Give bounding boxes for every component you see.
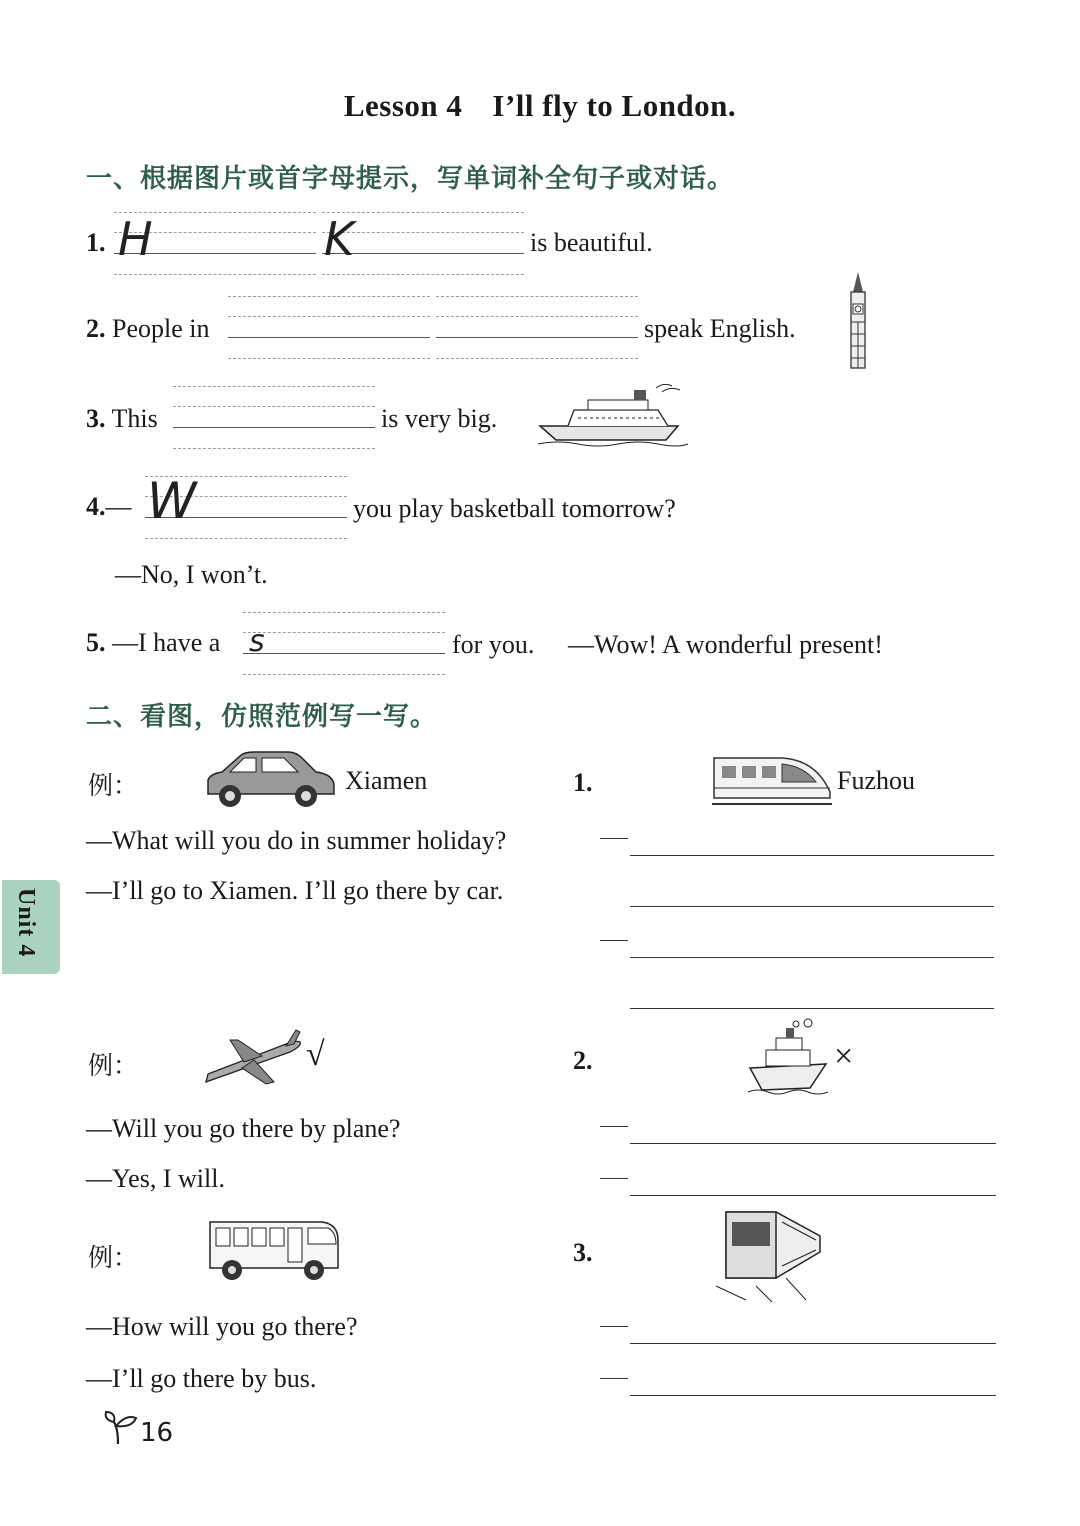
task2-number: 2. [573,1046,593,1075]
task2-ship-icon [748,1020,828,1096]
example1-question: —What will you do in summer holiday? [86,826,507,855]
item5-blank[interactable] [243,612,445,674]
unit-label: Unit 4 [13,888,39,958]
item3-before: This [111,404,158,433]
item2-after: speak English. [644,314,796,343]
item5-reply: —Wow! A wonderful present! [568,630,883,659]
item4-line [86,492,132,522]
item3-line [86,404,158,434]
car-icon [204,750,336,812]
task1-answer-line3[interactable] [630,957,994,958]
item5-before: —I have a [112,628,221,657]
plane-icon [204,1026,304,1088]
bus-icon [204,1218,340,1284]
example2-answer: —Yes, I will. [86,1164,225,1193]
ship-icon [538,380,688,448]
example1-label: 例： [88,771,139,800]
task1-answer-line2[interactable] [630,906,994,907]
task2-answer-line2[interactable] [630,1195,996,1196]
example2-label: 例： [88,1051,139,1080]
item2-before: People in [112,314,210,343]
example3-label: 例： [88,1243,139,1272]
lesson-number: Lesson 4 [343,88,463,123]
item5-number: 5. [86,628,106,657]
task3-answer-line2[interactable] [630,1395,996,1396]
task1-place: Fuzhou [837,766,915,795]
example3-answer: —I’ll go there by bus. [86,1364,317,1393]
big-ben-icon [846,272,870,370]
subway-train-icon [716,1206,824,1302]
item5-hint: s [249,624,265,659]
task3-answer-line1[interactable] [630,1343,996,1344]
item3-after: is very big. [381,404,498,433]
item5-line [86,628,220,658]
task1-answer-line1[interactable] [630,855,994,856]
item4-blank[interactable] [145,472,347,538]
task1-dash2 [600,940,628,941]
item3-blank[interactable] [173,386,375,448]
task1-number: 1. [573,768,593,797]
item2-number: 2. [86,314,106,343]
task3-dash1 [600,1326,628,1327]
task2-dash2 [600,1178,628,1179]
task1-dash1 [600,838,628,839]
task2-answer-line1[interactable] [630,1143,996,1144]
item2-line [86,314,210,344]
section1-heading: 一、根据图片或首字母提示，写单词补全句子或对话。 [86,164,735,194]
item1-blank2[interactable] [322,212,524,274]
example1-place: Xiamen [345,766,428,795]
task3-number: 3. [573,1238,593,1267]
page-number: 16 [140,1418,174,1448]
task2-dash1 [600,1126,628,1127]
item1-number: 1. [86,228,106,257]
item1-blank1[interactable] [114,212,316,274]
task1-answer-line4[interactable] [630,1008,994,1009]
example2-check-mark: √ [306,1036,325,1073]
item4-after: you play basketball tomorrow? [353,494,676,523]
example3-question: —How will you go there? [86,1312,358,1341]
sprout-icon [104,1410,138,1446]
item3-number: 3. [86,404,106,433]
task2-cross-mark: × [834,1038,854,1075]
item4-reply: —No, I won’t. [115,560,268,589]
item1-after: is beautiful. [530,228,653,257]
example1-answer: —I’ll go to Xiamen. I’ll go there by car. [86,876,504,905]
item4-number: 4. [86,492,106,521]
unit-side-tab [2,880,60,974]
item2-blank1[interactable] [228,296,430,358]
high-speed-train-icon [712,752,832,810]
page-title [0,88,1080,124]
item1-hint1: H [118,212,153,266]
lesson-title: I’ll fly to London. [492,88,737,123]
item5-after: for you. [452,630,535,659]
item4-before: — [105,492,132,521]
section2-heading: 二、看图，仿照范例写一写。 [86,702,438,732]
example2-question: —Will you go there by plane? [86,1114,401,1143]
item1-hint2: K [324,212,355,266]
item2-blank2[interactable] [436,296,638,358]
task3-dash2 [600,1378,628,1379]
item4-hint: W [147,472,197,530]
